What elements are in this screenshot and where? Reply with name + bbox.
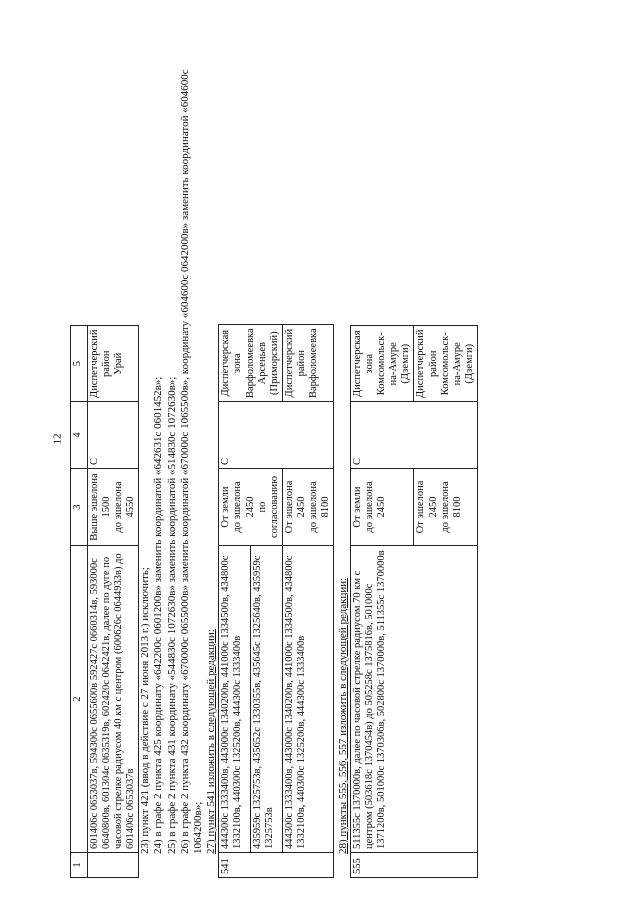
zone-line: Урай: [113, 352, 125, 375]
zone-cell: [219, 325, 282, 402]
coordinates-cell: 601406с 0653037в, 594300с 0655600в 592427с 0660314в, 593000с 0640800в, 601304с 0635319в, 602420с 0642421в, далее по дуге по часовой стрелке радиусом 40 км с центром (600626с 0644933в) до 601406с 0653037в: [88, 546, 139, 853]
zone-line: район: [427, 350, 439, 377]
level-line: до эшелона: [232, 481, 244, 533]
zone-line: Варфоломеевка: [244, 328, 256, 398]
table-header-row: [71, 326, 88, 878]
zone-line: Диспетчерская: [352, 330, 364, 398]
amendments-text: [139, 38, 218, 878]
zone-line: Диспетчерский: [415, 329, 427, 398]
level-line: 8100: [451, 496, 463, 518]
level-line: 2450: [244, 496, 256, 518]
level-line: по: [256, 501, 268, 513]
zone-cell: [282, 325, 333, 402]
col-header-2: 2: [71, 546, 88, 853]
zone-cell: [88, 326, 139, 402]
class-cell: С: [219, 402, 334, 469]
zone-line: Арсеньев: [256, 342, 268, 385]
amendment-item: 27) пункт 541 изложить в следующей редакции:: [205, 629, 218, 854]
zone-line: (Приморский): [268, 331, 280, 395]
coordinates-cell: 444300с 1333400в, 443000с 1340200в, 441000с 1334500в, 434800с 1332100в, 440300с 1325200в, 444300с 1333400в: [219, 546, 251, 853]
level-line: От земли: [220, 486, 232, 528]
levels-cell: [219, 469, 282, 546]
levels-cell: [282, 469, 333, 546]
zone-line: зона: [364, 353, 376, 374]
zone-cell: [351, 326, 414, 402]
amendment-item: 26) в графе 2 пункта 432 координату «670000с 0655000в» заменить координатой «670000с 1065500в», координату «604600с 0642000в» заменить координатой «604600с 1064200в»;: [178, 69, 204, 854]
zone-line: Диспетчерская: [220, 329, 232, 397]
zone-line: Комсомольск-: [376, 332, 388, 396]
class-cell: С: [88, 402, 139, 469]
amendment-item: 28) пункты 555, 556, 557 изложить в следующей редакции:: [336, 577, 349, 854]
col-header-4: 4: [71, 402, 88, 469]
zone-line: Варфоломеевка: [307, 328, 319, 398]
level-line: 2450: [295, 496, 307, 518]
levels-cell: [414, 469, 477, 546]
level-line: до эшелона: [113, 481, 125, 533]
rotated-page-content: [70, 38, 590, 878]
coordinates-cell: 435959с 1325753в, 435652с 1330355в, 435645с 1325640в, 435959с 1325753в: [251, 546, 283, 853]
level-line: От эшелона: [283, 480, 295, 534]
levels-cell: [351, 469, 414, 546]
zone-line: (Дземги): [400, 343, 412, 384]
level-line: 8100: [319, 496, 331, 518]
level-line: до эшелона: [439, 481, 451, 533]
level-line: 4550: [125, 496, 137, 518]
level-line: 2450: [427, 496, 439, 518]
col-header-1: 1: [71, 853, 88, 878]
amendments-text: [337, 38, 350, 878]
amendment-item: 23) пункт 421 (ввод в действие с 27 июня 2013 г.) исключить;: [139, 567, 152, 854]
zone-line: на-Амуре: [388, 342, 400, 386]
level-line: согласованию: [268, 475, 280, 539]
table-541: [218, 324, 334, 878]
zone-line: район: [295, 349, 307, 377]
level-line: 1500: [101, 496, 113, 518]
level-line: От эшелона: [415, 480, 427, 534]
zone-line: Комсомольск-: [439, 332, 451, 396]
coordinates-cell: 511355с 1370000в, далее по часовой стрелке радиусом 70 км с центром (503618с 1370454в) до 505258с 1375816в, 501000с 1371200в, 501000с 1370306в, 502800с 1370000в, 511355с 1370000в: [351, 546, 478, 853]
table-row: [88, 326, 139, 878]
level-line: 2450: [376, 496, 388, 518]
page-number: 12: [51, 433, 64, 445]
row-number-cell: [88, 853, 139, 878]
zone-line: Диспетчерский: [89, 329, 100, 398]
amendment-item: 25) в графе 2 пункта 431 координату «544830с 1072630в» заменить координатой «514830с 1072630в»;: [165, 376, 178, 854]
amendment-item: 24) в графе 2 пункта 425 координату «642200с 0601200в» заменить координатой «642631с 0601452в»;: [152, 376, 165, 854]
table-555: [350, 325, 478, 878]
level-line: до эшелона: [364, 481, 376, 533]
zone-cell: [414, 326, 477, 402]
row-number-cell: 541: [219, 853, 334, 878]
zone-line: (Дземги): [463, 343, 475, 384]
table-row: [219, 325, 251, 878]
level-line: Выше эшелона: [89, 473, 100, 541]
zone-line: Диспетчерский: [283, 328, 295, 398]
level-line: до эшелона: [307, 481, 319, 533]
zone-line: на-Амуре: [451, 342, 463, 386]
levels-cell: [88, 469, 139, 546]
col-header-3: 3: [71, 469, 88, 546]
zone-line: зона: [232, 353, 244, 373]
zone-line: район: [101, 350, 113, 377]
table-row: [351, 326, 414, 878]
level-line: От земли: [352, 486, 364, 528]
row-number-cell: 555: [351, 853, 478, 878]
table-top: [70, 325, 139, 878]
coordinates-cell: 444300с 1333400в, 443000с 1340200в, 441000с 1334500в, 434800с 1332100в, 440300с 1325200в, 444300с 1333400в: [282, 546, 333, 853]
col-header-5: 5: [71, 326, 88, 402]
class-cell: С: [351, 402, 478, 469]
